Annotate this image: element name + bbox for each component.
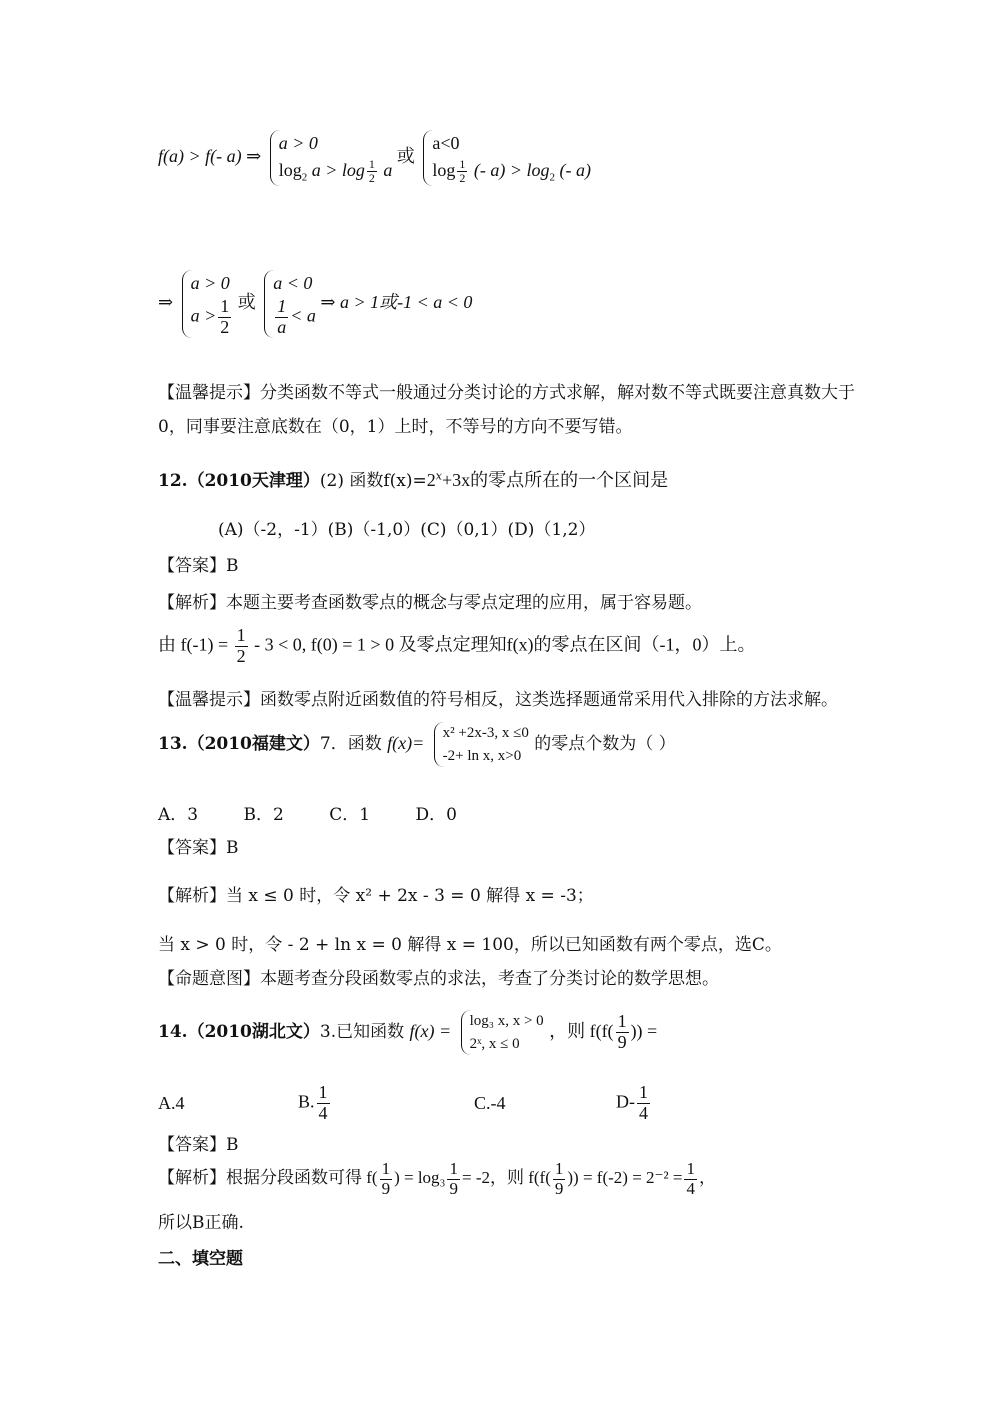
q14-stem-post: )) = (630, 1021, 658, 1041)
q12-stem-pre: (2) 函数f(x)= (319, 471, 427, 491)
q14-optb-frac (317, 1083, 330, 1124)
q14-label: 14.（2010湖北文） (158, 1022, 320, 1042)
frac-den: a (277, 316, 287, 337)
q14-analysis-mid2: = -2，则 f(f( (461, 1168, 551, 1188)
q12-reason-pre: 由 f(-1) = (158, 634, 229, 655)
frac-den: 4 (318, 1102, 328, 1123)
frac-den: 9 (554, 1178, 564, 1198)
q13-option-c: C．1 (329, 805, 371, 825)
log-base: 2 (549, 171, 556, 184)
eq1-case2-tail: (- a) (559, 160, 592, 180)
eq2-result: ⇒ a > 1或-1 < a < 0 (320, 291, 473, 312)
section-2-heading: 二、填空题 (158, 1249, 243, 1269)
q13-options (158, 800, 497, 825)
q14-conclusion: 所以B正确. (158, 1213, 244, 1233)
frac-den: 2 (459, 171, 466, 186)
eq2-case2-row1: a < 0 (273, 273, 313, 293)
q14-answer: 【答案】B (158, 1135, 239, 1155)
frac-num: 1 (368, 157, 375, 172)
eq1-case2-row2 (432, 157, 591, 186)
eq2-c1-r2: a > (190, 305, 217, 326)
equation-1 (158, 130, 591, 186)
q13-option-b: B．2 (243, 805, 284, 825)
frac-num: 1 (459, 157, 466, 172)
frac-den: 9 (617, 1032, 627, 1052)
q12-reasoning (158, 626, 756, 667)
frac-num: 1 (318, 1082, 328, 1102)
q12-label: 12.（2010天津理） (158, 471, 320, 491)
eq2-case1-row2 (191, 297, 234, 338)
q13-piecewise (434, 722, 529, 767)
log-text: log (278, 160, 302, 180)
q14-optd-pre: D- (616, 1091, 635, 1112)
q13-answer: 【答案】B (158, 838, 239, 858)
frac-den: 9 (449, 1178, 458, 1198)
q12-analysis: 【解析】本题主要考查函数零点的概念与零点定理的应用，属于容易题。 (158, 593, 702, 613)
eq1-case2-row1: a<0 (432, 133, 460, 153)
eq2-fraction-2 (275, 297, 288, 338)
eq1-left: f(a) > f(- a) ⇒ (158, 146, 262, 167)
q14-analysis-end: ， (698, 1168, 716, 1188)
q14-fx: f(x) = (409, 1021, 452, 1041)
half-fraction (367, 158, 377, 185)
q14-piece-2: 2ˣ, x ≤ 0 (469, 1035, 520, 1052)
frac-num: 1 (617, 1011, 627, 1032)
frac-num: 1 (554, 1159, 564, 1178)
q13-fx: f(x)= (387, 733, 425, 753)
q13-stem-pre: 7．函数 (319, 734, 382, 754)
q14-analysis (158, 1160, 716, 1198)
q14-an-frac-3 (553, 1160, 566, 1198)
frac-num: 1 (639, 1082, 648, 1102)
log-text: log (432, 160, 456, 180)
q14-an-frac-2 (447, 1160, 460, 1198)
q12-stem (158, 466, 668, 492)
log-base: 2 (301, 171, 308, 184)
q14-fraction (616, 1012, 629, 1053)
q13-analysis-1: 【解析】当 x ≤ 0 时，令 x² + 2x - 3 = 0 解得 x = -3； (158, 886, 594, 906)
frac-num: 1 (449, 1159, 458, 1178)
q14-an-frac-4 (684, 1160, 697, 1198)
tip-paragraph-1: 【温馨提示】分类函数不等式一般通过分类讨论的方式求解，解对数不等式既要注意真数大于0，同事要注意底数在（0，1）上时，不等号的方向不要写错。 (158, 383, 855, 437)
q14-stem (158, 1010, 657, 1055)
frac-num: 1 (686, 1159, 695, 1178)
frac-den: 9 (381, 1178, 391, 1198)
or-text: 或 (237, 291, 256, 312)
q14-option-d (616, 1083, 652, 1124)
q14-optd-frac (637, 1083, 650, 1124)
q13-option-a: A．3 (158, 805, 199, 825)
frac-den: 2 (368, 171, 375, 186)
implies-arrow: ⇒ (158, 291, 174, 312)
frac-num: 1 (220, 296, 230, 316)
q14-an-frac-1 (380, 1160, 393, 1198)
eq1-mid: a > log (311, 160, 365, 180)
frac-den: 4 (639, 1102, 648, 1123)
q14-stem-pre: 3.已知函数 (319, 1022, 405, 1042)
eq1-case1-row2 (279, 157, 393, 186)
q13-label: 13.（2010福建文） (158, 734, 320, 754)
q12-exp: x (435, 469, 442, 483)
q14-optb-pre: B. (298, 1091, 315, 1112)
eq1-case2 (423, 130, 591, 186)
eq2-case2-row2 (273, 297, 316, 338)
frac-den: 4 (686, 1178, 695, 1198)
q12-base: 2 (426, 470, 436, 490)
q14-analysis-mid: ) = log₃ (394, 1168, 446, 1188)
q13-piece-2: -2+ ln x, x>0 (442, 747, 522, 764)
eq1-case1-row1: a > 0 (278, 133, 318, 153)
q12-fraction (235, 626, 248, 667)
q12-reason-post: - 3 < 0, f(0) = 1 > 0 及零点定理知f(x)的零点在区间（-1，0）上。 (254, 634, 756, 655)
q14-option-b (298, 1083, 332, 1124)
frac-num: 1 (381, 1159, 391, 1178)
eq2-case1 (182, 270, 234, 338)
eq1-case1 (270, 130, 393, 186)
q13-intent: 【命题意图】本题考查分段函数零点的求法，考查了分类讨论的数学思想。 (158, 969, 719, 989)
frac-num: 1 (236, 625, 246, 645)
frac-den: 2 (220, 316, 230, 337)
q12-stem-post: +3x的零点所在的一个区间是 (441, 470, 669, 490)
half-fraction (457, 158, 467, 185)
q13-analysis-2: 当 x > 0 时，令 - 2 + ln x = 0 解得 x = 100，所以已知函数有两个零点，选C。 (158, 935, 782, 955)
q13-stem (158, 722, 676, 767)
q14-analysis-post: )) = f(-2) = 2⁻² = (567, 1168, 683, 1188)
q12-options: (A)（-2，-1）(B)（-1,0）(C)（0,1）(D)（1,2） (218, 520, 596, 540)
frac-den: 2 (236, 645, 246, 666)
q13-stem-post: 的零点个数为（ ） (534, 734, 676, 754)
q14-option-a: A.4 (158, 1093, 185, 1113)
q13-piece-1: x² +2x-3, x ≤0 (442, 725, 529, 741)
eq1-tail: a (383, 160, 393, 180)
equation-2 (158, 270, 472, 338)
eq2-c2-tail: < a (290, 305, 316, 326)
q14-piece-1: log₃ x, x > 0 (469, 1013, 544, 1029)
q14-analysis-pre: 【解析】根据分段函数可得 f( (158, 1168, 378, 1188)
q14-option-c: C.-4 (474, 1093, 506, 1113)
frac-num: 1 (277, 296, 287, 316)
q12-answer: 【答案】B (158, 556, 239, 576)
eq2-fraction (218, 297, 231, 338)
eq1-case2-mid: (- a) > log (473, 160, 550, 180)
q12-tip: 【温馨提示】函数零点附近函数值的符号相反，这类选择题通常采用代入排除的方法求解。 (158, 690, 838, 710)
q14-stem-mid: ，则 f(f( (549, 1021, 614, 1041)
eq2-case2 (264, 270, 316, 338)
q14-piecewise (461, 1010, 544, 1055)
or-text: 或 (396, 146, 415, 167)
q13-option-d: D．0 (415, 805, 457, 825)
eq2-case1-row1: a > 0 (190, 273, 230, 293)
